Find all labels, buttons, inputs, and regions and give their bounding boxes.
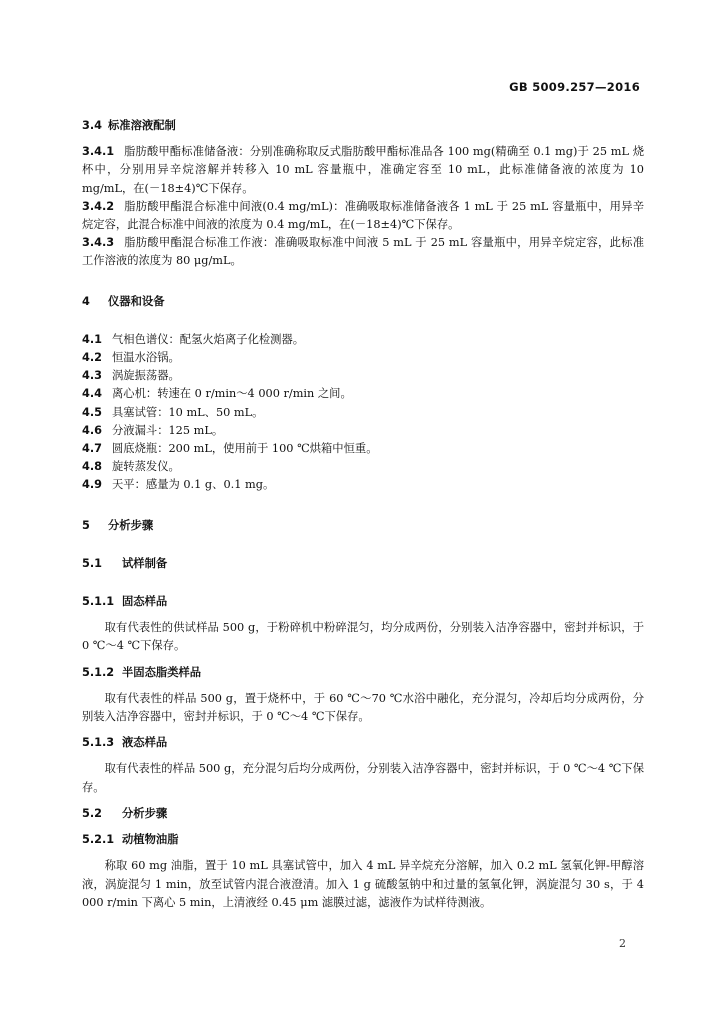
clause-text: 脂肪酸甲酯标准储备液：分别准确称取反式脂肪酸甲酯标准品各 100 mg(精确至 0.1 mg)于 25 mL 烧杯中，分别用异辛烷溶解并转移入 10 mL 容量瓶中，准确定容至 10 mL，此标准储备液的浓度为 10 mg/mL，在(－18±4)℃下保存。 xyxy=(82,145,644,195)
item-number: 4.7 xyxy=(82,442,103,456)
section-5-heading xyxy=(82,517,644,535)
paragraph-5-1-1: 取有代表性的供试样品 500 g，于粉碎机中粉碎混匀，均分成两份，分别装入洁净容器中，密封并标识，于 0 ℃～4 ℃下保存。 xyxy=(82,621,644,653)
item-number: 4.3 xyxy=(82,369,103,383)
section-title: 半固态脂类样品 xyxy=(122,665,202,679)
list-item xyxy=(82,476,644,494)
section-title: 液态样品 xyxy=(122,736,168,750)
clause-3-4-3 xyxy=(82,234,644,270)
clause-3-4-1 xyxy=(82,143,644,198)
list-item xyxy=(82,404,644,422)
section-title: 分析步骤 xyxy=(122,806,168,820)
clause-number: 3.4.1 xyxy=(82,145,115,159)
item-number: 4.2 xyxy=(82,351,103,365)
paragraph-5-1-2: 取有代表性的样品 500 g，置于烧杯中，于 60 ℃～70 ℃水浴中融化，充分混匀，冷却后均分成两份，分别装入洁净容器中，密封并标识，于 0 ℃～4 ℃下保存。 xyxy=(82,691,644,724)
section-5-1-3-heading xyxy=(82,734,644,752)
section-3-4-heading xyxy=(82,117,644,135)
section-title: 固态样品 xyxy=(122,595,168,609)
standard-code-header: GB 5009.257—2016 xyxy=(509,80,640,94)
item-number: 4.8 xyxy=(82,460,103,474)
clause-text: 脂肪酸甲酯混合标准工作液：准确吸取标准中间液 5 mL 于 25 mL 容量瓶中，用异辛烷定容，此标准工作溶液的浓度为 80 μg/mL。 xyxy=(82,236,644,268)
section-title: 分析步骤 xyxy=(108,518,154,532)
item-text: 恒温水浴锅。 xyxy=(112,351,180,365)
list-item xyxy=(82,440,644,458)
list-item xyxy=(82,367,644,385)
section-number: 5 xyxy=(82,518,90,532)
section-number: 5.1.2 xyxy=(82,665,115,679)
item-text: 具塞试管：10 mL、50 mL。 xyxy=(112,405,264,419)
section-5-1-2-heading xyxy=(82,664,644,682)
section-number: 4 xyxy=(82,294,90,308)
item-number: 4.5 xyxy=(82,405,103,419)
list-item xyxy=(82,331,644,349)
item-text: 圆底烧瓶：200 mL，使用前于 100 ℃烘箱中恒重。 xyxy=(112,442,378,456)
section-5-2-heading xyxy=(82,805,644,823)
item-number: 4.9 xyxy=(82,478,103,492)
list-item xyxy=(82,458,644,476)
list-item xyxy=(82,385,644,403)
paragraph-5-1-3: 取有代表性的样品 500 g，充分混匀后均分成两份，分别装入洁净容器中，密封并标识，于 0 ℃～4 ℃下保存。 xyxy=(82,762,644,794)
section-5-1-heading xyxy=(82,555,644,573)
clause-3-4-2 xyxy=(82,198,644,234)
section-number: 5.2 xyxy=(82,806,103,820)
section-number: 5.1 xyxy=(82,556,103,570)
item-text: 气相色谱仪：配氢火焰离子化检测器。 xyxy=(112,332,305,346)
item-text: 分液漏斗：125 mL。 xyxy=(112,423,224,437)
paragraph-5-2-1: 称取 60 mg 油脂，置于 10 mL 具塞试管中，加入 4 mL 异辛烷充分溶解，加入 0.2 mL 氢氧化钾-甲醇溶液，涡旋混匀 1 min，放至试管内混合液澄清。加入 1 g 硫酸氢钠中和过量的氢氧化钾，涡旋混匀 30 s，于 4 000 r/min 下离心 5 min，上清液经 0.45 μm 滤膜过滤，滤液作为试样待测液。 xyxy=(82,859,644,909)
page-number: 2 xyxy=(619,937,626,950)
item-number: 4.4 xyxy=(82,387,103,401)
item-text: 旋转蒸发仪。 xyxy=(112,460,180,474)
equipment-list xyxy=(82,331,644,495)
document-body xyxy=(82,117,644,912)
section-number: 5.1.3 xyxy=(82,736,115,750)
list-item xyxy=(82,422,644,440)
section-number: 5.2.1 xyxy=(82,833,115,847)
item-text: 涡旋振荡器。 xyxy=(112,369,180,383)
item-text: 天平：感量为 0.1 g、0.1 mg。 xyxy=(112,478,275,492)
section-title: 标准溶液配制 xyxy=(108,119,176,132)
section-title: 仪器和设备 xyxy=(108,294,165,308)
section-5-2-1-heading xyxy=(82,831,644,849)
section-5-1-1-heading xyxy=(82,593,644,611)
section-4-heading xyxy=(82,293,644,311)
clause-number: 3.4.3 xyxy=(82,236,115,250)
section-number: 3.4 xyxy=(82,119,103,132)
section-number: 5.1.1 xyxy=(82,595,115,609)
section-title: 动植物油脂 xyxy=(122,833,179,847)
item-number: 4.1 xyxy=(82,332,103,346)
clause-number: 3.4.2 xyxy=(82,199,115,213)
list-item xyxy=(82,349,644,367)
clause-text: 脂肪酸甲酯混合标准中间液(0.4 mg/mL)：准确吸取标准储备液各 1 mL 于 25 mL 容量瓶中，用异辛烷定容，此混合标准中间液的浓度为 0.4 mg/mL，在(－18±4)℃下保存。 xyxy=(82,199,644,232)
section-title: 试样制备 xyxy=(122,556,168,570)
item-number: 4.6 xyxy=(82,423,103,437)
item-text: 离心机：转速在 0 r/min～4 000 r/min 之间。 xyxy=(112,387,352,401)
